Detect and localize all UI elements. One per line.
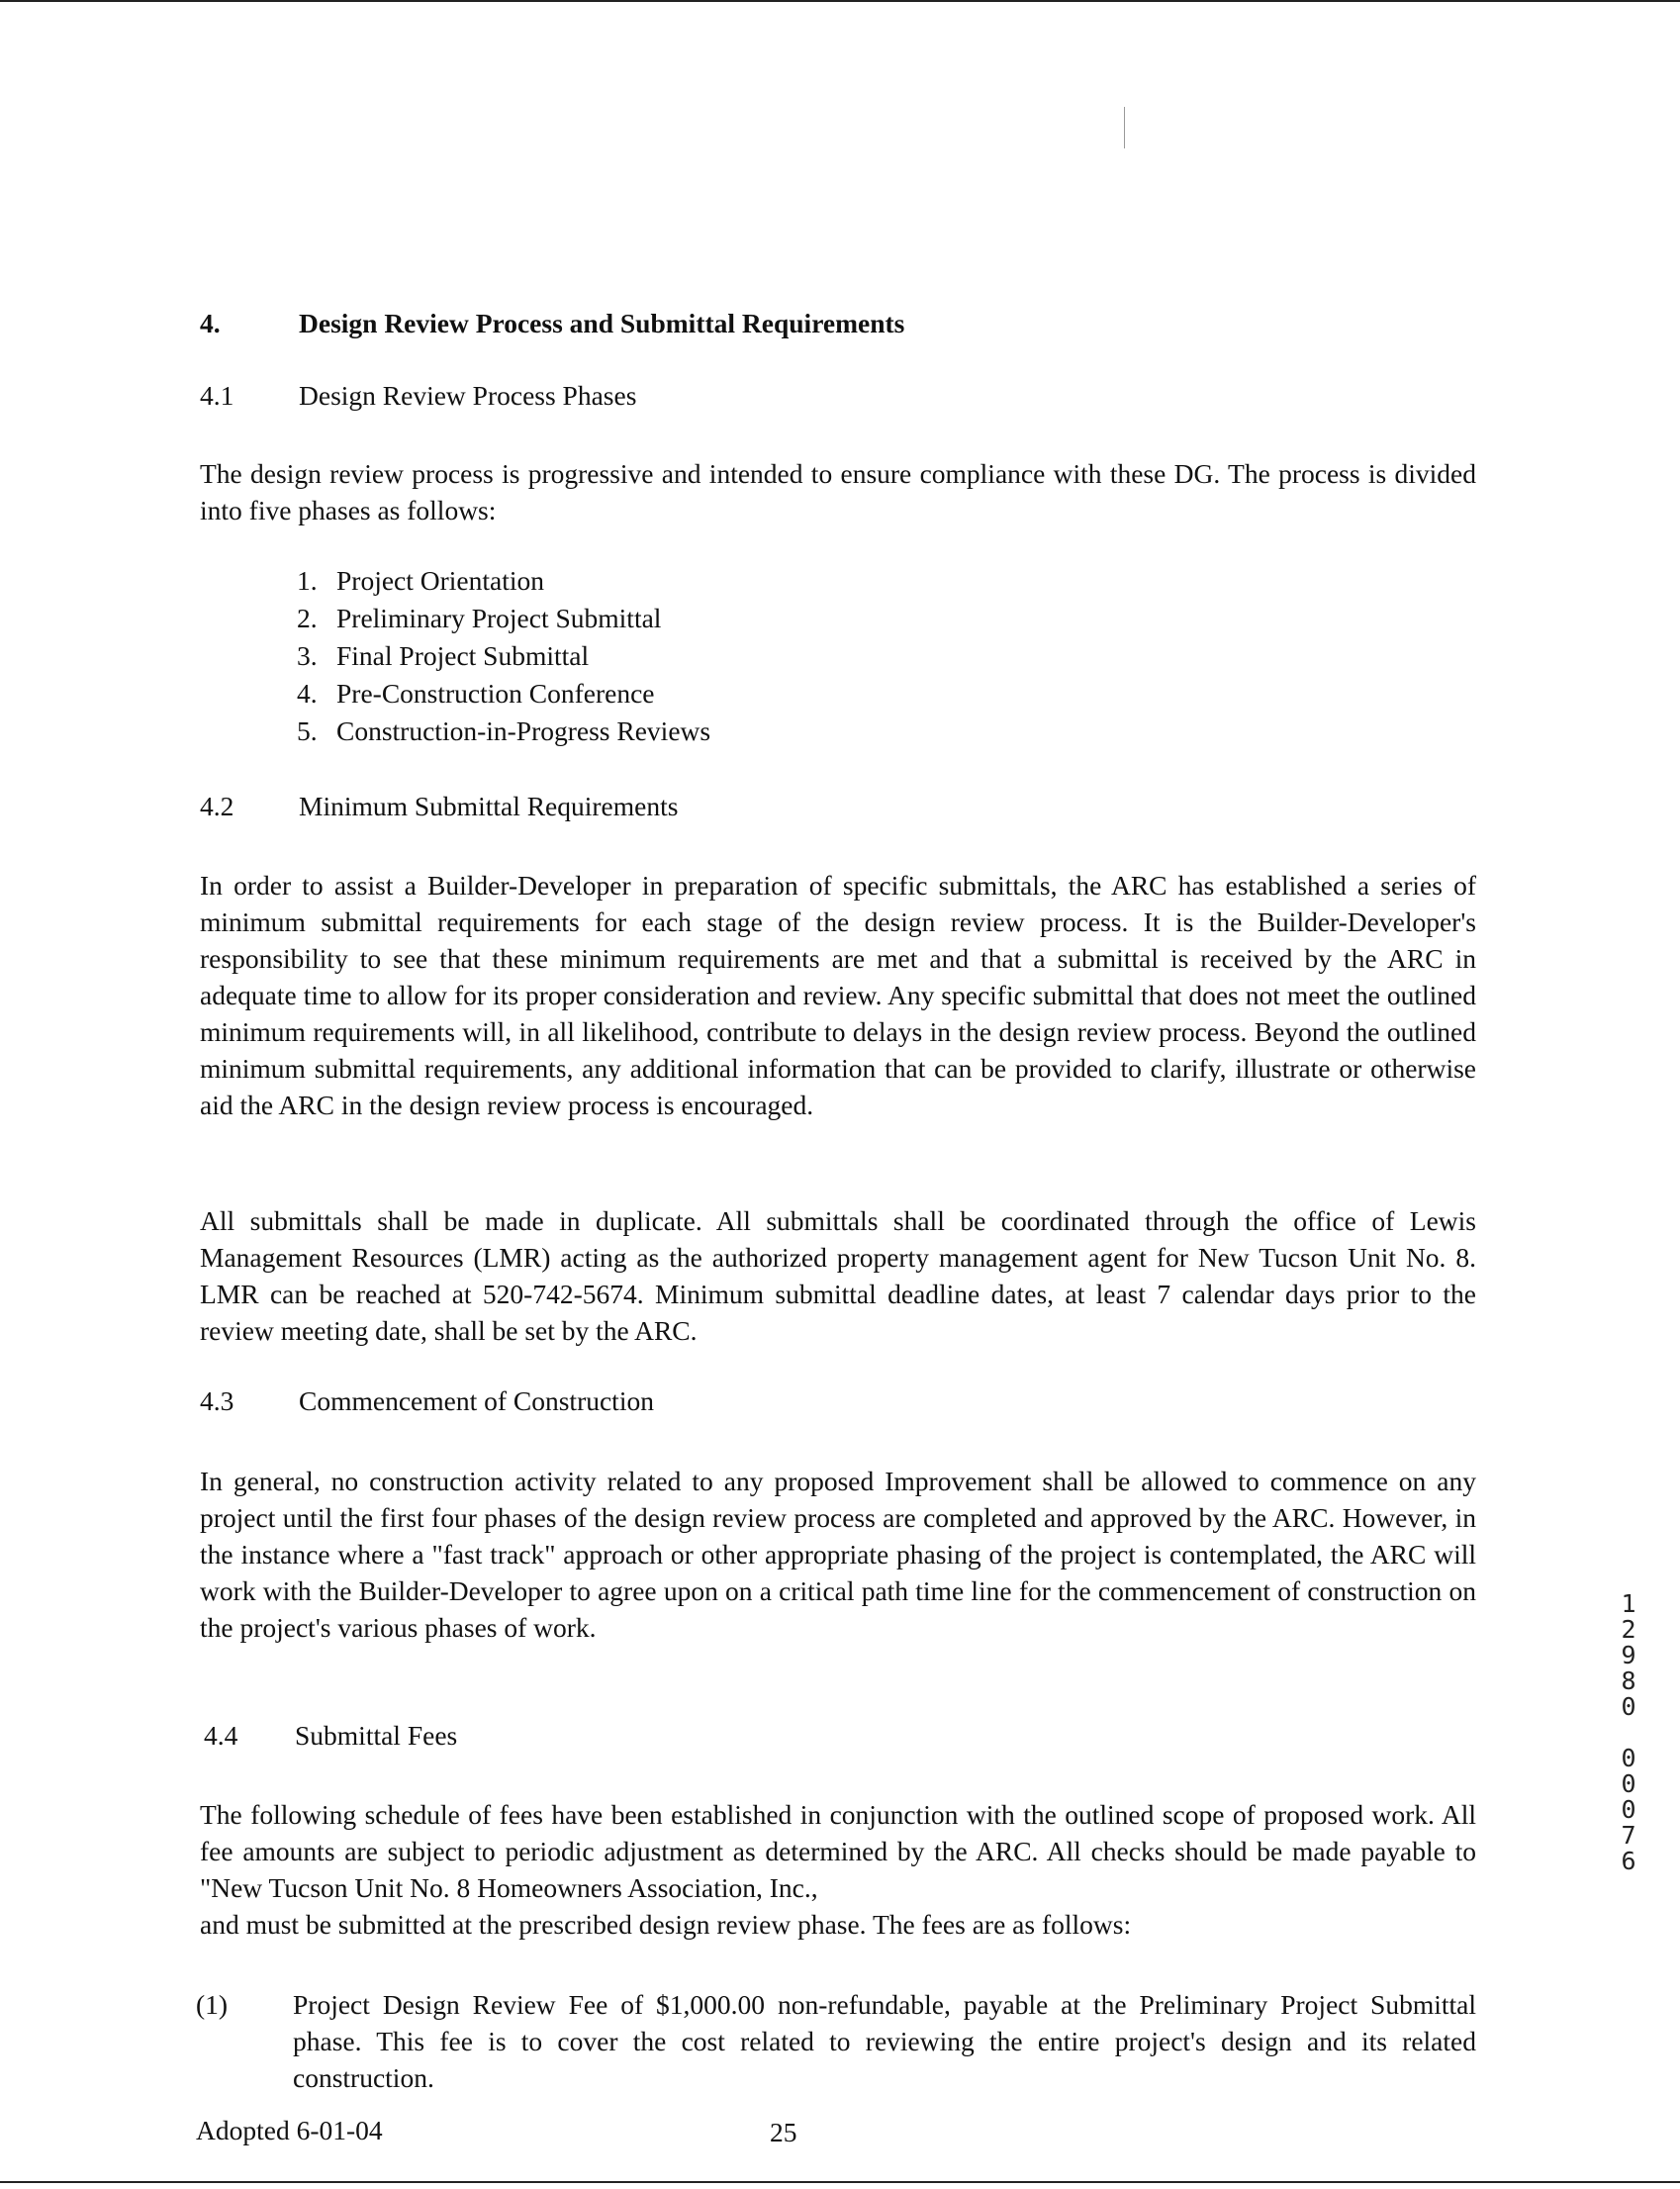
fee-number: (1) bbox=[196, 1989, 229, 2020]
paragraph-process: The design review process is progressive and intended to ensure compliance with these DG. The process is divided into five phases as follows: bbox=[200, 458, 1476, 525]
subsection-title: Minimum Submittal Requirements bbox=[299, 791, 679, 821]
fee-text: Project Design Review Fee of $1,000.00 non-refundable, payable at the Preliminary Project Submittal phase. This fee is to cover the cost related to reviewing the entire project's design and its related construction. bbox=[293, 1989, 1476, 2093]
fees-intro-end: and must be submitted at the prescribed design review phase. The fees are as follows: bbox=[200, 1909, 1132, 1940]
paragraph-requirements: In order to assist a Builder-Developer in preparation of specific submittals, the ARC has established a series of minimum submittal requirements for each stage of the design review process. It is the Builder-Developer's responsibility to see that these minimum requirements are met and that a submittal is received by the ARC in adequate time to allow for its proper consideration and review. Any specific submittal that does not meet the outlined minimum requirements will, in all likelihood, contribute to delays in the design review process. Beyond the outlined minimum submittal requirements, any additional information that can be provided to clarify, illustrate or otherwise aid the ARC in the design review process is encouraged. bbox=[200, 870, 1476, 1120]
subsection-number: 4.3 bbox=[200, 1385, 234, 1416]
fee-item bbox=[196, 1986, 1476, 2096]
list-item: 2. Preliminary Project Submittal bbox=[297, 603, 662, 633]
page-number: 25 bbox=[770, 2117, 797, 2147]
paragraph-fees bbox=[200, 1796, 1476, 1943]
section-title: Design Review Process and Submittal Requirements bbox=[299, 308, 905, 338]
side-stamp-number: 1 2 9 8 0 0 0 0 7 6 bbox=[1621, 1589, 1636, 1875]
subsection-4-4 bbox=[204, 1717, 457, 1754]
subsection-4-2 bbox=[200, 788, 678, 824]
list-item: 1. Project Orientation bbox=[297, 565, 545, 596]
footer-adopted: Adopted 6-01-04 bbox=[196, 2115, 383, 2145]
subsection-number: 4.1 bbox=[200, 380, 234, 411]
subsection-title: Design Review Process Phases bbox=[299, 380, 637, 411]
scan-mark bbox=[1124, 107, 1125, 148]
section-heading bbox=[200, 305, 904, 341]
list-item: 5. Construction-in-Progress Reviews bbox=[297, 715, 711, 746]
paragraph-duplicates: All submittals shall be made in duplicate. All submittals shall be coordinated through the office of Lewis Management Resources (LMR) acting as the authorized property management agent for New Tucson Unit No. 8. LMR can be reached at 520-742-5674. Minimum submittal deadline dates, at least 7 calendar days prior to the review meeting date, shall be set by the ARC. bbox=[200, 1205, 1476, 1346]
subsection-number: 4.4 bbox=[204, 1720, 238, 1751]
fees-intro: The following schedule of fees have been established in conjunction with the outlined scope of proposed work. All fee amounts are subject to periodic adjustment as determined by the ARC. All checks should be made payable to "New Tucson Unit No. 8 Homeowners Association, Inc., bbox=[200, 1799, 1476, 1903]
top-border bbox=[0, 0, 1680, 2]
paragraph-construction: In general, no construction activity related to any proposed Improvement shall be allowed to commence on any project until the first four phases of the design review process are completed and approved by the ARC. However, in the instance where a "fast track" approach or other appropriate phasing of the project is contemplated, the ARC will work with the Builder-Developer to agree upon on a critical path time line for the commencement of construction on the project's various phases of work. bbox=[200, 1466, 1476, 1643]
bottom-border bbox=[0, 2181, 1680, 2183]
list-item: 3. Final Project Submittal bbox=[297, 640, 590, 671]
subsection-number: 4.2 bbox=[200, 791, 234, 821]
section-number: 4. bbox=[200, 308, 221, 338]
list-item: 4. Pre-Construction Conference bbox=[297, 678, 655, 709]
subsection-4-3 bbox=[200, 1382, 654, 1419]
subsection-4-1 bbox=[200, 377, 636, 414]
subsection-title: Submittal Fees bbox=[295, 1720, 458, 1751]
phase-list bbox=[297, 562, 710, 750]
subsection-title: Commencement of Construction bbox=[299, 1385, 654, 1416]
